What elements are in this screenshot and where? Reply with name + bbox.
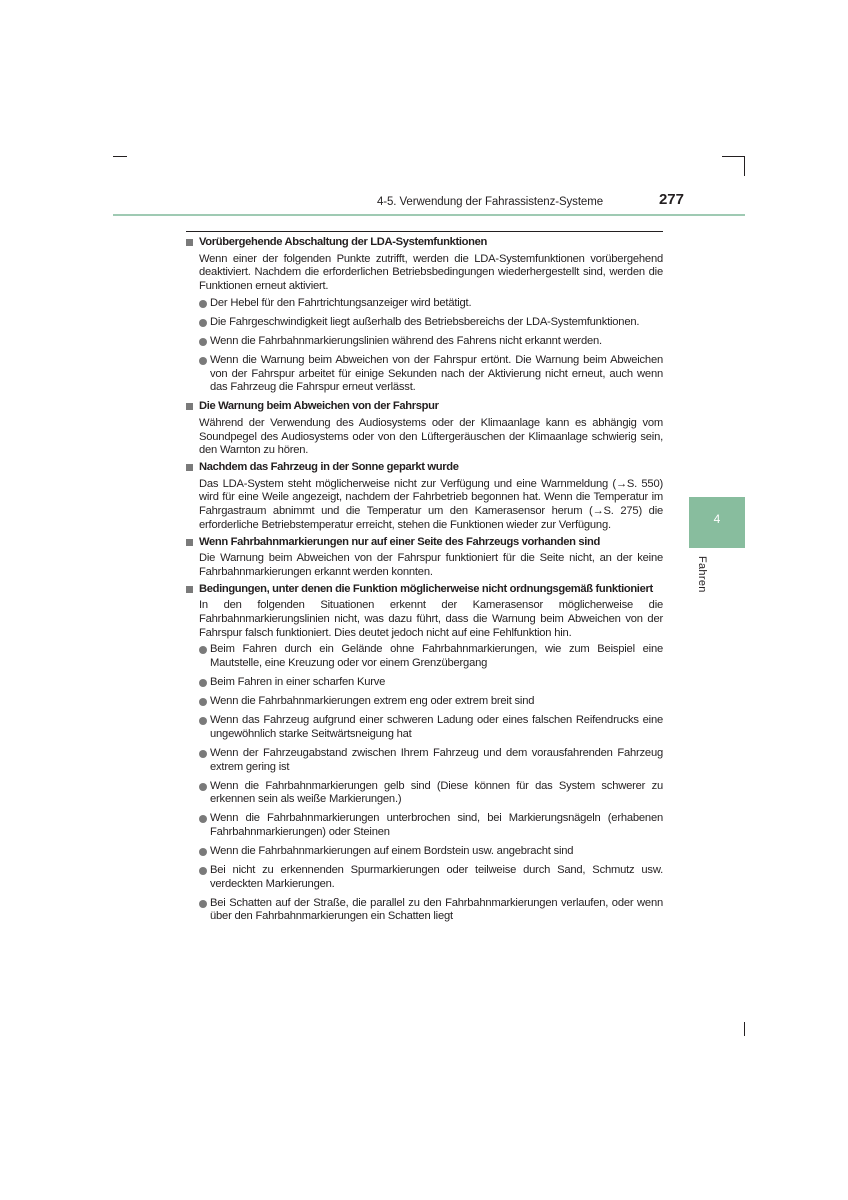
bullet-text: Wenn die Fahrbahnmarkierungen unterbrochen sind, bei Markierungsnägeln (erhabenen Fahrbahnmarkierungen) oder Steinen xyxy=(210,812,663,838)
section-paragraph: Die Warnung beim Abweichen von der Fahrspur funktioniert für die Seite nicht, an der keine Fahrbahnmarkierungen erkannt werden konnten. xyxy=(199,552,663,578)
bullet-text: Beim Fahren durch ein Gelände ohne Fahrbahnmarkierungen, wie zum Beispiel eine Mautstelle, eine Kreuzung oder vor einem Grenzübergang xyxy=(210,643,663,670)
section-paragraph: Das LDA-System steht möglicherweise nicht zur Verfügung und eine Warnmeldung (→S. 550) wird für eine Weile angezeigt, nachdem der Fahrbetrieb begonnen hat. Wenn die Temperatur im Fahrgastraum abnimmt und die Temperatur um den Kamerasensor herum (→S. 275) die erforderliche Betriebstemperatur erreicht, stehen die Funktionen wieder zur Verfügung. xyxy=(199,477,663,531)
round-bullet-icon xyxy=(199,900,207,908)
round-bullet-icon xyxy=(199,300,207,308)
section-body xyxy=(186,478,663,533)
bullet-list xyxy=(199,297,663,395)
section-body xyxy=(186,417,663,458)
section-paragraph: Wenn einer der folgenden Punkte zutrifft, werden die LDA-Systemfunktionen vorübergehend deaktiviert. Nachdem die erforderlichen Betriebsbedingungen wiederhergestellt sind, werden die Funktionen erneut aktiviert. xyxy=(199,252,663,293)
round-bullet-icon xyxy=(199,848,207,856)
content-top-rule xyxy=(186,231,663,232)
square-bullet-icon xyxy=(186,586,193,593)
bullet-item xyxy=(199,747,663,774)
section-heading xyxy=(186,461,663,475)
bullet-item xyxy=(199,316,663,330)
bullet-item xyxy=(199,335,663,349)
bullet-item xyxy=(199,812,663,839)
section-heading xyxy=(186,583,663,597)
section-body xyxy=(186,599,663,924)
crop-mark-top-left xyxy=(113,156,127,157)
section-paragraph: Während der Verwendung des Audiosystems oder der Klimaanlage kann es abhängig vom Soundpegel des Audiosystems oder von den Lüftergeräuschen der Klimaanlage schwierig sein, den Warnton zu hören. xyxy=(199,416,663,457)
round-bullet-icon xyxy=(199,815,207,823)
round-bullet-icon xyxy=(199,646,207,654)
bullet-text: Wenn die Fahrbahnmarkierungen extrem eng oder extrem breit sind xyxy=(210,695,535,708)
chapter-tab xyxy=(689,497,745,548)
content-section xyxy=(186,536,663,580)
bullet-text: Wenn die Fahrbahnmarkierungslinien während des Fahrens nicht erkannt werden. xyxy=(210,334,602,347)
bullet-item xyxy=(199,897,663,924)
bullet-item xyxy=(199,864,663,891)
bullet-text: Die Fahrgeschwindigkeit liegt außerhalb des Betriebsbereichs der LDA-Systemfunktionen. xyxy=(210,315,640,328)
bullet-text: Der Hebel für den Fahrtrichtungsanzeiger wird betätigt. xyxy=(210,296,472,309)
section-heading xyxy=(186,236,663,250)
page-number: 277 xyxy=(658,191,684,208)
bullet-text: Wenn die Fahrbahnmarkierungen auf einem Bordstein usw. angebracht sind xyxy=(210,844,574,857)
section-heading xyxy=(186,536,663,550)
bullet-text: Wenn die Fahrbahnmarkierungen gelb sind (Diese können für das System schwerer zu erkennen sein als weiße Markierungen.) xyxy=(210,779,663,806)
bullet-text: Wenn der Fahrzeugabstand zwischen Ihrem Fahrzeug und dem vorausfahrenden Fahrzeug extrem gering ist xyxy=(210,746,663,773)
section-paragraph: In den folgenden Situationen erkennt der Kamerasensor möglicherweise die Fahrbahnmarkierungslinien nicht, was dazu führt, dass die Warnung beim Abweichen von der Fahrspur falsch funktioniert. Dies deutet jedoch nicht auf eine Fehlfunktion hin. xyxy=(199,599,663,639)
bullet-list xyxy=(199,643,663,924)
round-bullet-icon xyxy=(199,698,207,706)
crop-mark-top-right-vertical xyxy=(744,156,745,176)
section-heading xyxy=(186,400,663,414)
content-section xyxy=(186,236,663,395)
bullet-text: Beim Fahren in einer scharfen Kurve xyxy=(210,676,386,689)
content-section xyxy=(186,400,663,458)
bullet-item xyxy=(199,695,663,709)
main-content xyxy=(186,236,663,929)
square-bullet-icon xyxy=(186,464,193,471)
bullet-text: Bei Schatten auf der Straße, die parallel zu den Fahrbahnmarkierungen verlaufen, oder wenn über den Fahrbahnmarkierungen ein Schatten liegt xyxy=(210,896,663,923)
header-rule xyxy=(113,214,745,216)
bullet-item xyxy=(199,714,663,741)
content-section xyxy=(186,461,663,533)
section-heading-text: Vorübergehende Abschaltung der LDA-Systemfunktionen xyxy=(199,236,487,248)
round-bullet-icon xyxy=(199,750,207,758)
bullet-item xyxy=(199,780,663,807)
round-bullet-icon xyxy=(199,679,207,687)
bullet-item xyxy=(199,676,663,690)
section-body xyxy=(186,253,663,395)
bullet-text: Bei nicht zu erkennenden Spurmarkierungen oder teilweise durch Sand, Schmutz usw. verdeckten Markierungen. xyxy=(210,863,663,890)
round-bullet-icon xyxy=(199,717,207,725)
round-bullet-icon xyxy=(199,783,207,791)
section-heading-text: Nachdem das Fahrzeug in der Sonne geparkt wurde xyxy=(199,461,459,474)
chapter-tab-number: 4 xyxy=(713,512,721,526)
round-bullet-icon xyxy=(199,357,207,365)
bullet-text: Wenn das Fahrzeug aufgrund einer schweren Ladung oder eines falschen Reifendrucks eine ungewöhnlich starke Seitwärtsneigung hat xyxy=(210,714,663,740)
bullet-item xyxy=(199,845,663,859)
bullet-item xyxy=(199,354,663,395)
section-heading-text: Wenn Fahrbahnmarkierungen nur auf einer Seite des Fahrzeugs vorhanden sind xyxy=(199,535,600,548)
round-bullet-icon xyxy=(199,867,207,875)
content-section xyxy=(186,583,663,924)
section-heading-text: Die Warnung beim Abweichen von der Fahrspur xyxy=(199,400,439,413)
bullet-text: Wenn die Warnung beim Abweichen von der Fahrspur ertönt. Die Warnung beim Abweichen von der Fahrspur arbeitet für einige Sekunden nach der Aktivierung nicht erneut, auch wenn das Fahrzeug die Fahrspur erneut verlässt. xyxy=(210,353,663,394)
crop-mark-bottom-right xyxy=(744,1022,745,1036)
crop-mark-top-right-horizontal xyxy=(722,156,744,157)
bullet-item xyxy=(199,297,663,311)
section-body xyxy=(186,552,663,579)
section-heading-text: Bedingungen, unter denen die Funktion möglicherweise nicht ordnungsgemäß funktioniert xyxy=(199,582,653,595)
chapter-title: 4-5. Verwendung der Fahrassistenz-Systeme xyxy=(376,196,603,208)
square-bullet-icon xyxy=(186,539,193,546)
square-bullet-icon xyxy=(186,239,193,246)
bullet-item xyxy=(199,643,663,670)
round-bullet-icon xyxy=(199,319,207,327)
square-bullet-icon xyxy=(186,403,193,410)
chapter-tab-label: Fahren xyxy=(696,556,708,593)
round-bullet-icon xyxy=(199,338,207,346)
